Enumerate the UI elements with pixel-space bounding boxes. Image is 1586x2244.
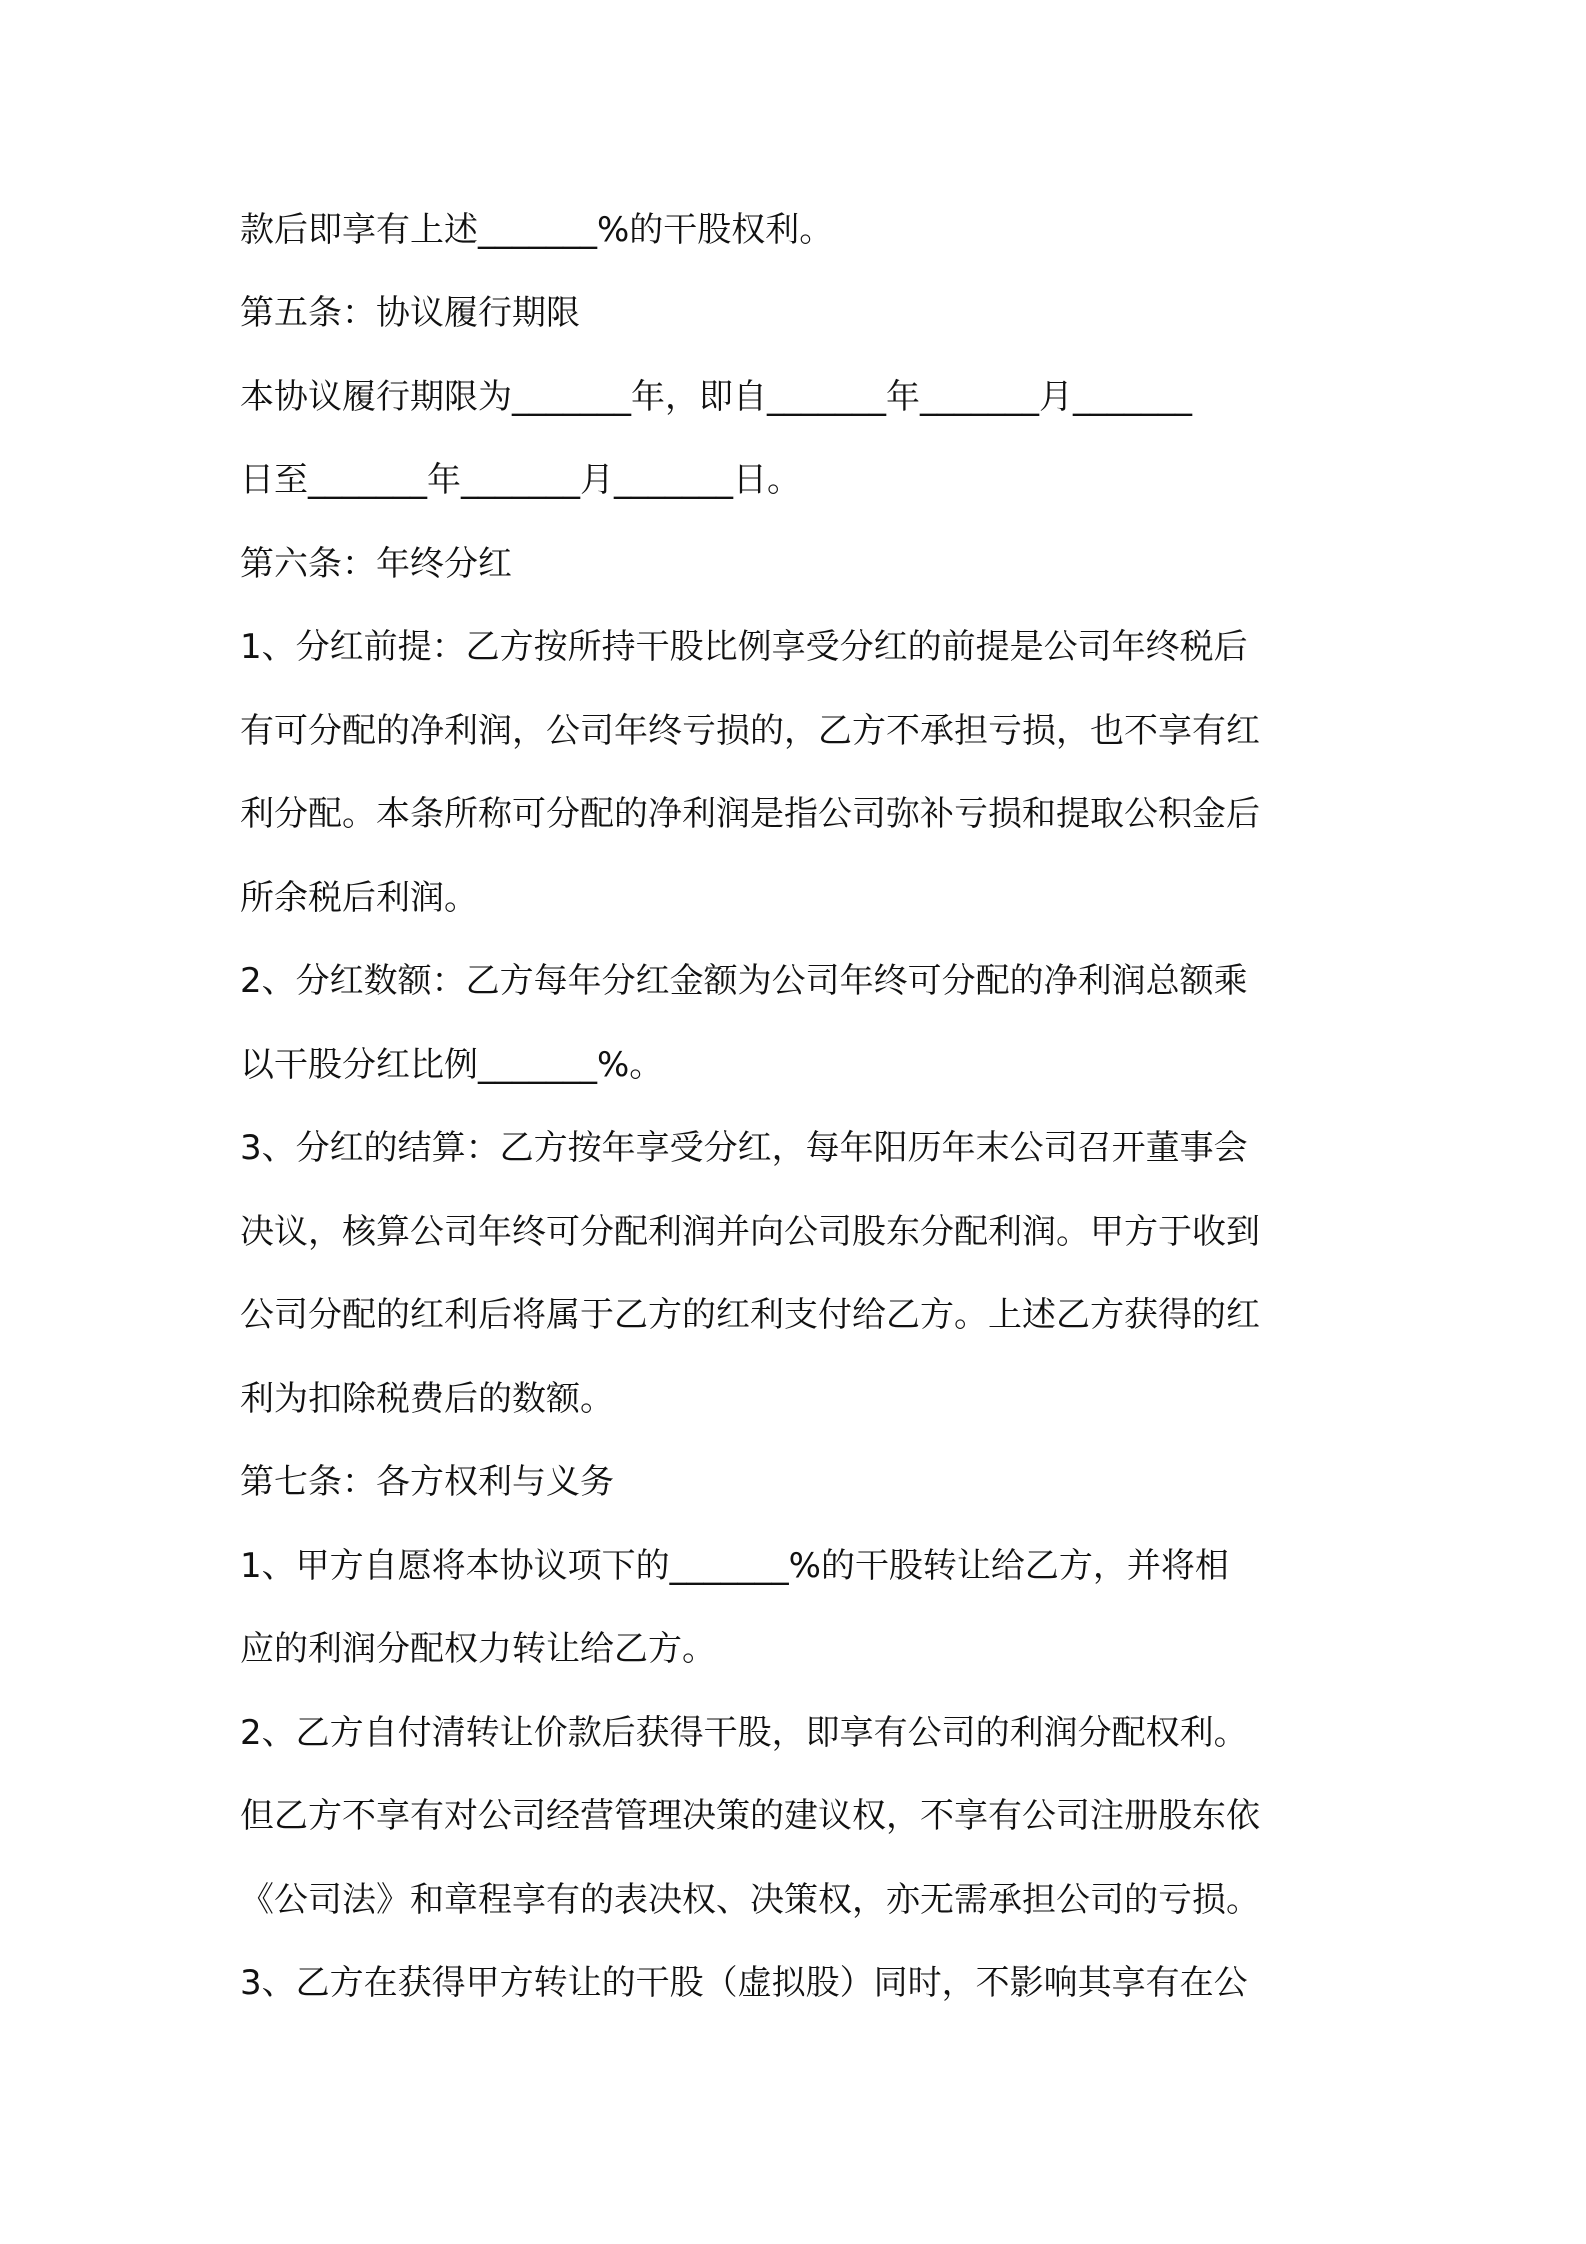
article-5-heading: 第五条：协议履行期限 bbox=[240, 293, 580, 333]
text-line: 应的利润分配权力转让给乙方。 bbox=[240, 1629, 716, 1669]
article-6-heading: 第六条：年终分红 bbox=[240, 544, 512, 584]
text-line: 所余税后利润。 bbox=[240, 878, 478, 918]
article-7-heading: 第七条：各方权利与义务 bbox=[240, 1462, 614, 1502]
text-line: 2、乙方自付清转让价款后获得干股，即享有公司的利润分配权利。 bbox=[240, 1713, 1248, 1753]
text-line: 款后即享有上述_______%的干股权利。 bbox=[240, 210, 834, 250]
text-line: 《公司法》和章程享有的表决权、决策权，亦无需承担公司的亏损。 bbox=[240, 1880, 1260, 1920]
text-line: 1、分红前提：乙方按所持干股比例享受分红的前提是公司年终税后 bbox=[240, 627, 1248, 667]
text-line: 有可分配的净利润，公司年终亏损的，乙方不承担亏损，也不享有红 bbox=[240, 711, 1260, 751]
text-line: 2、分红数额：乙方每年分红金额为公司年终可分配的净利润总额乘 bbox=[240, 961, 1248, 1001]
text-line: 利为扣除税费后的数额。 bbox=[240, 1379, 614, 1419]
text-line: 以干股分红比例_______%。 bbox=[240, 1045, 664, 1085]
text-line: 利分配。本条所称可分配的净利润是指公司弥补亏损和提取公积金后 bbox=[240, 794, 1260, 834]
text-line: 日至_______年_______月_______日。 bbox=[240, 460, 801, 500]
text-line: 3、乙方在获得甲方转让的干股（虚拟股）同时，不影响其享有在公 bbox=[240, 1963, 1248, 2003]
text-line: 3、分红的结算：乙方按年享受分红，每年阳历年末公司召开董事会 bbox=[240, 1128, 1248, 1168]
text-line: 但乙方不享有对公司经营管理决策的建议权，不享有公司注册股东依 bbox=[240, 1796, 1260, 1836]
text-line: 本协议履行期限为_______年，即自_______年_______月_______ bbox=[240, 377, 1192, 417]
text-line: 决议，核算公司年终可分配利润并向公司股东分配利润。甲方于收到 bbox=[240, 1212, 1260, 1252]
text-line: 1、甲方自愿将本协议项下的_______%的干股转让给乙方，并将相 bbox=[240, 1546, 1229, 1586]
text-line: 公司分配的红利后将属于乙方的红利支付给乙方。上述乙方获得的红 bbox=[240, 1295, 1260, 1335]
